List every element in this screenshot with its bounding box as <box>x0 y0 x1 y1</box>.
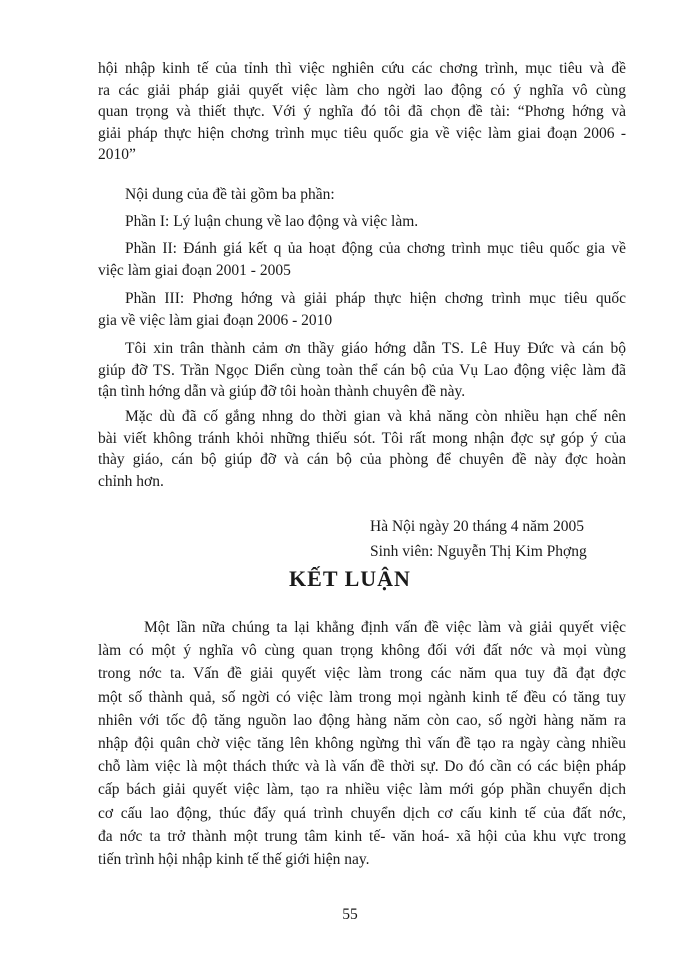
intro-paragraph-2 <box>125 184 626 206</box>
text-line: ra các giải pháp giải quyết việc làm cho ngời lao động có ý nghĩa vô cùng <box>98 81 626 99</box>
text-line: Phần III: Phơng hớng và giải pháp thực hiện chơng trình mục tiêu quốc <box>125 290 626 307</box>
text-line: trong nớc ta. Vấn đề giải quyết việc làm trong các năm qua tuy đã đạt đợc <box>98 665 626 683</box>
text-line: Một lần nữa chúng ta lại khẳng định vấn đề việc làm và giải quyết việc <box>144 619 626 636</box>
text-line: tiến trình hội nhập kinh tế thế giới hiện nay. <box>98 851 370 869</box>
text-line: Mặc dù đã cố gắng nhng do thời gian và khả năng còn nhiều hạn chế nên <box>125 408 626 425</box>
text-line: Nội dung của đề tài gồm ba phần: <box>125 186 335 203</box>
intro-paragraph-7 <box>98 406 626 492</box>
text-line: bài viết không tránh khỏi những thiếu sót. Tôi rất mong nhận đợc sự góp ý của <box>98 429 626 447</box>
text-line: thày giáo, cán bộ giúp đỡ và cán bộ của phòng để chuyên đề này đợc hoàn <box>98 451 626 468</box>
text-line: làm có một ý nghĩa vô cùng quan trọng không đối với đất nớc và mọi vùng <box>98 642 626 660</box>
text-line: gia về việc làm giai đoạn 2006 - 2010 <box>98 311 333 329</box>
text-line: Tôi xin trân thành cảm ơn thầy giáo hớng dẫn TS. Lê Huy Đức và cán bộ <box>125 340 626 357</box>
text-line: hội nhập kinh tế của tỉnh thì việc nghiên cứu các chơng trình, mục tiêu và đề <box>98 60 626 77</box>
text-line: giải pháp thực hiện chơng trình mục tiêu quốc gia về việc làm giai đoạn 2006 - <box>98 124 626 142</box>
text-line: nhiên với tốc độ tăng nguồn lao động hàng năm còn cao, số ngời hàng năm ra <box>98 711 626 729</box>
text-line: 2010” <box>98 146 136 163</box>
signature-student: Sinh viên: Nguyễn Thị Kim Phợng <box>370 543 587 560</box>
conclusion-heading: KẾT LUẬN <box>289 566 411 591</box>
text-line: chỉnh hơn. <box>98 472 164 490</box>
text-line: tận tình hớng dẫn và giúp đỡ tôi hoàn thành chuyên đề này. <box>98 383 466 400</box>
signature-date: Hà Nội ngày 20 tháng 4 năm 2005 <box>370 518 584 535</box>
text-line: quan trọng và thiết thực. Với ý nghĩa đó tôi đã chọn đề tài: “Phơng hớng và <box>98 103 626 120</box>
intro-paragraph-4 <box>98 238 626 281</box>
intro-paragraph-1 <box>98 58 626 166</box>
text-line: Phần II: Đánh giá kết q ủa hoạt động của chơng trình mục tiêu quốc gia về <box>125 240 626 257</box>
text-line: Phần I: Lý luận chung về lao động và việc làm. <box>125 213 419 230</box>
text-line: nhập đội quân chờ việc tăng lên không ngừng thì vấn đề tạo ra ngày càng nhiều <box>98 735 626 753</box>
intro-paragraph-3 <box>125 211 626 233</box>
intro-paragraph-5 <box>98 288 626 331</box>
text-line: đa nớc ta trở thành một trung tâm kinh tế- văn hoá- xã hội của khu vực trong <box>98 827 626 845</box>
text-line: việc làm giai đoạn 2001 - 2005 <box>98 261 291 279</box>
text-line: chỗ làm việc là một thách thức và là vấn đề thời sự. Do đó cần có các biện pháp <box>98 758 626 776</box>
conclusion-paragraph <box>98 616 626 871</box>
page-number: 55 <box>342 906 358 923</box>
text-line: cơ cấu lao động, thúc đẩy quá trình chuyển dịch cơ cấu kinh tế của đất nớc, <box>98 804 626 822</box>
intro-paragraph-6 <box>98 338 626 403</box>
text-line: cấp bách giải quyết việc làm, tạo ra nhiều việc làm mới góp phần chuyển dịch <box>98 781 626 799</box>
text-line: một số thành quả, số ngời có việc làm trong mọi ngành kinh tế đều có tăng tuy <box>98 688 626 706</box>
text-line: giúp đỡ TS. Trần Ngọc Diển cùng toàn thể cán bộ của Vụ Lao động việc làm đã <box>98 361 626 379</box>
